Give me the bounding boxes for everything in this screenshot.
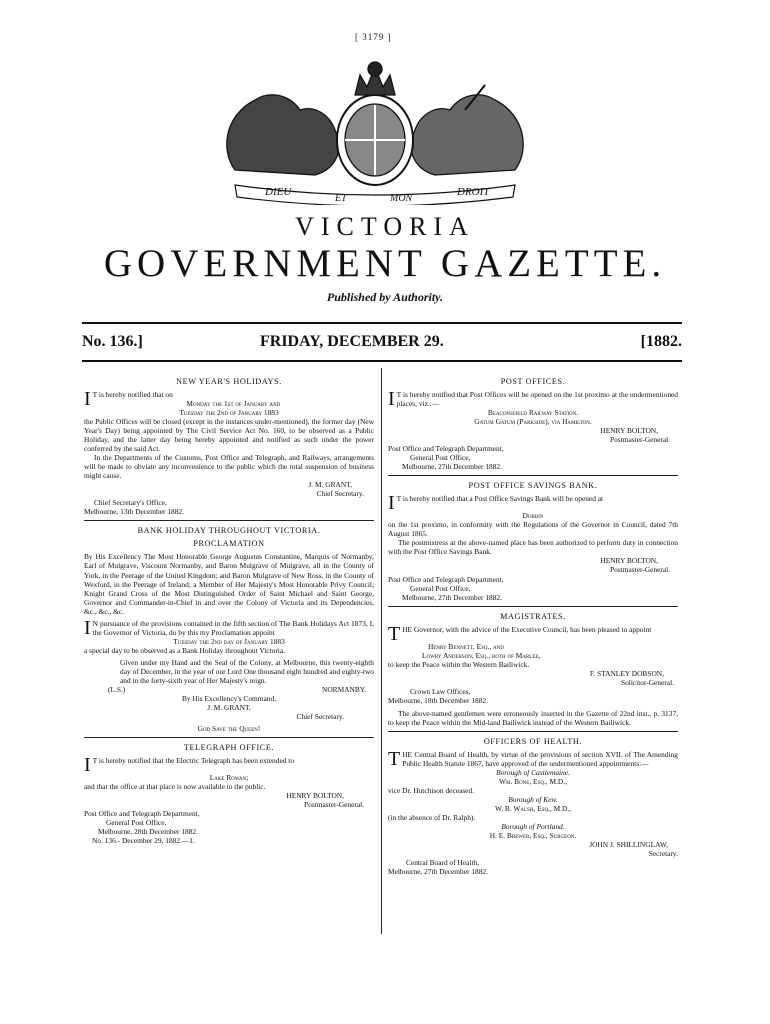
bottom-rule [82,360,682,362]
officer-1-note: vice Dr. Hutchison deceased. [388,786,474,795]
signer-title: Postmaster-General. [304,800,364,810]
seal: (L.S.) [108,684,126,694]
signer-title: Solicitor-General. [620,677,674,687]
page-footer: No. 136.- December 29, 1882.—1. [92,836,195,846]
proclamation-by: By His Excellency The Most Honorable George Augustus Constantine, Marquis of Normanby, Earl of Mulgrave, Viscount Normanby, and Baron Mulgrave of Mulgrave, all in the County of York, in the Peerage of the United Kingdom; and Baron Mulgrave of New Ross, in the County of Wexford, in the Peerage of Ireland; a Member of Her Majesty's Most Honorable Privy Council; Knight Grand Cross of the Most Distinguished Order of Saint Michael and Saint George, Governor and Commander-in-Chief in and over the Colony of Victoria and its Dependencies, &c., &c., &c. [84,552,374,616]
section-heading: MAGISTRATES. [500,611,566,621]
top-rule [82,322,682,324]
god-save-the-queen: God Save the Queen! [197,723,261,733]
notice-body: and that the office at that place is now available to the public. [84,782,266,792]
masthead-title: GOVERNMENT GAZETTE. [103,242,667,285]
column-divider [381,368,382,934]
signer: J. M. GRANT, [207,702,251,712]
motto-text-4: DROIT [457,186,490,198]
notice-body: to keep the Peace within the Western Bailiwick. [388,659,530,669]
officer-2: W. B. Walsh, Esq., M.D., [494,804,572,814]
borough-2: Borough of Kew. [508,795,558,805]
drop-cap: I [388,492,395,515]
gpo: General Post Office, [410,583,471,593]
place-name: Lake Rowan; [209,773,249,782]
motto-text-1: DIEU [265,186,292,198]
signer-title: Postmaster-General. [610,565,670,575]
motto-text-3: MON [390,193,413,204]
notice-body-2: The postmistress at the above-named place has been authorized to perform duty in connection with the Post Office Savings Bank. [388,538,678,557]
magistrate-2: Lowry Anderson, Esq., both of Marlee, [422,650,541,660]
notice-intro: T is hereby notified that the Electric Telegraph has been extended to [92,756,295,765]
right-column [388,372,678,876]
place-date: Melbourne, 27th December 1882. [402,592,502,602]
officer-3: H. E. Brewer, Esq., Surgeon. [489,831,577,841]
drop-cap: I [388,388,395,410]
notice-intro: HE Central Board of Health, by virtue of the provisions of section XVII. of The Amending Public Health Statute 1867, have approved of the undermentioned appointments:— [402,749,678,768]
place-date: Melbourne, 27th December 1882. [388,867,488,877]
magistrate-1: Henry Bennett, Esq., and [428,641,504,651]
signer-title: Chief Secretary. [316,489,364,499]
signer: J. M. GRANT, [308,480,352,490]
erratum-note: The above-named gentlemen were erroneously inserted in the Gazette of 22nd inst., p. 3137, to keep the Peace within the Mid-land Bailiwick instead of the Western Bailiwick. [388,708,678,727]
notice-intro: T is hereby notified that a Post Office Savings Bank will be opened at [396,494,604,504]
section-heading: NEW YEAR'S HOLIDAYS. [176,377,282,386]
notice-body: on the 1st proximo, in conformity with the Regulations of the Governor in Council, dated 7th August 1865. [388,520,678,539]
command-line: By His Excellency's Command, [181,693,277,703]
department: Post Office and Telegraph Department, [388,574,504,584]
borough-1: Borough of Castlemaine. [496,767,570,777]
section-heading: BANK HOLIDAY THROUGHOUT VICTORIA. [137,526,321,536]
place-date: Melbourne, 28th December 1882. [98,827,198,837]
officer-2-note: (in the absence of Dr. Ralph). [388,813,476,823]
signer: HENRY BOLTON, [600,426,658,436]
notice-body-2: In the Departments of the Customs, Post Office and Telegraph, and Railways, arrangements will be made to obviate any inconvenience to the public which the total suspension of business might cause. [84,453,374,481]
issue-date: FRIDAY, DECEMBER 29. [260,333,444,350]
drop-cap: I [84,616,91,639]
drop-cap: T [388,622,401,645]
office: Chief Secretary's Office, [94,498,167,508]
holiday-day-2: Tuesday the 2nd of January 1883 [179,408,279,418]
signer-title: Chief Secretary. [296,711,344,721]
office: Crown Law Offices, [410,686,471,696]
notice-intro: T is hereby notified that on [92,390,173,399]
pursuance-text: N pursuance of the provisions contained in the fifth section of The Bank Holidays Act 1873, I, the Governor of Victoria, do by this my Proclamation appoint [92,618,374,637]
signer-title: Secretary. [648,849,678,859]
section-heading: OFFICERS OF HEALTH. [483,736,583,746]
left-column [84,372,374,845]
masthead-subtitle: Published by Authority. [326,290,444,304]
special-day-text: a special day to be observed as a Bank Holiday throughout Victoria. [84,645,285,655]
borough-3: Borough of Portland. [501,822,565,832]
drop-cap: T [388,747,401,770]
notice-intro: T is hereby notified that Post Offices will be opened on the 1st proximo at the undermentioned places, viz.:— [396,390,678,409]
issue-line [82,333,682,353]
holiday-day-1: Monday the 1st of January and [186,399,281,409]
department: Post Office and Telegraph Department, [388,444,504,454]
royal-coat-of-arms-icon [195,55,555,205]
signer-title: Postmaster-General. [610,435,670,445]
bank-holiday-day: Tuesday the 2nd day of January 1883 [173,636,285,646]
office: Central Board of Health, [406,858,480,868]
place-date: Melbourne, 13th December 1882. [84,507,184,517]
gpo: General Post Office, [106,818,167,828]
signer: F. STANLEY DOBSON, [589,668,664,678]
place-date: Melbourne, 18th December 1882. [388,695,488,705]
signer: HENRY BOLTON, [286,791,344,801]
place-1: Beaconsfield Railway Station. [487,408,579,418]
drop-cap: I [84,754,91,776]
department: Post Office and Telegraph Department, [84,809,200,819]
signer: JOHN J. SHILLINGLAW, [589,840,668,850]
place-name: Dobbin [522,511,544,521]
given-under-hand: Given under my Hand and the Seal of the Colony, at Melbourne, this twenty-eighth day of December, in the year of our Lord One thousand eight hundred and eighty-two and in the forty-sixth year of Her Majesty's reign. [120,657,374,685]
officer-1: Wm. Bone, Esq., M.D., [499,776,567,786]
governor-signature: NORMANBY. [321,684,366,694]
place-date: Melbourne, 27th December 1882. [402,462,502,472]
notice-intro: HE Governor, with the advice of the Executive Council, has been pleased to appoint [402,624,652,634]
place-2: Gatum Gatum (Parkside), via Hamilton. [474,417,592,427]
notice-body: the Public Offices will be closed (except in the instances under-mentioned), the former day (New Year's Day) being appointed by The Civil Service Act No. 160, to be observed as a Public Holiday, and the latter day being hereby appointed and notified as such under the power conferred by the said Act. [84,417,374,454]
motto-text-2: ET [335,193,347,204]
issue-year: [1882. [640,333,682,350]
page-number: [ 3179 ] [355,32,392,42]
section-heading: POST OFFICE SAVINGS BANK. [468,481,598,491]
drop-cap: I [84,388,91,410]
proclamation-heading: PROCLAMATION [193,539,265,549]
masthead-victoria: VICTORIA [295,212,475,241]
issue-number: No. 136.] [82,333,143,350]
signer: HENRY BOLTON, [600,556,658,566]
section-heading: TELEGRAPH OFFICE. [183,743,275,752]
section-heading: POST OFFICES. [500,377,566,386]
gpo: General Post Office, [410,453,471,463]
